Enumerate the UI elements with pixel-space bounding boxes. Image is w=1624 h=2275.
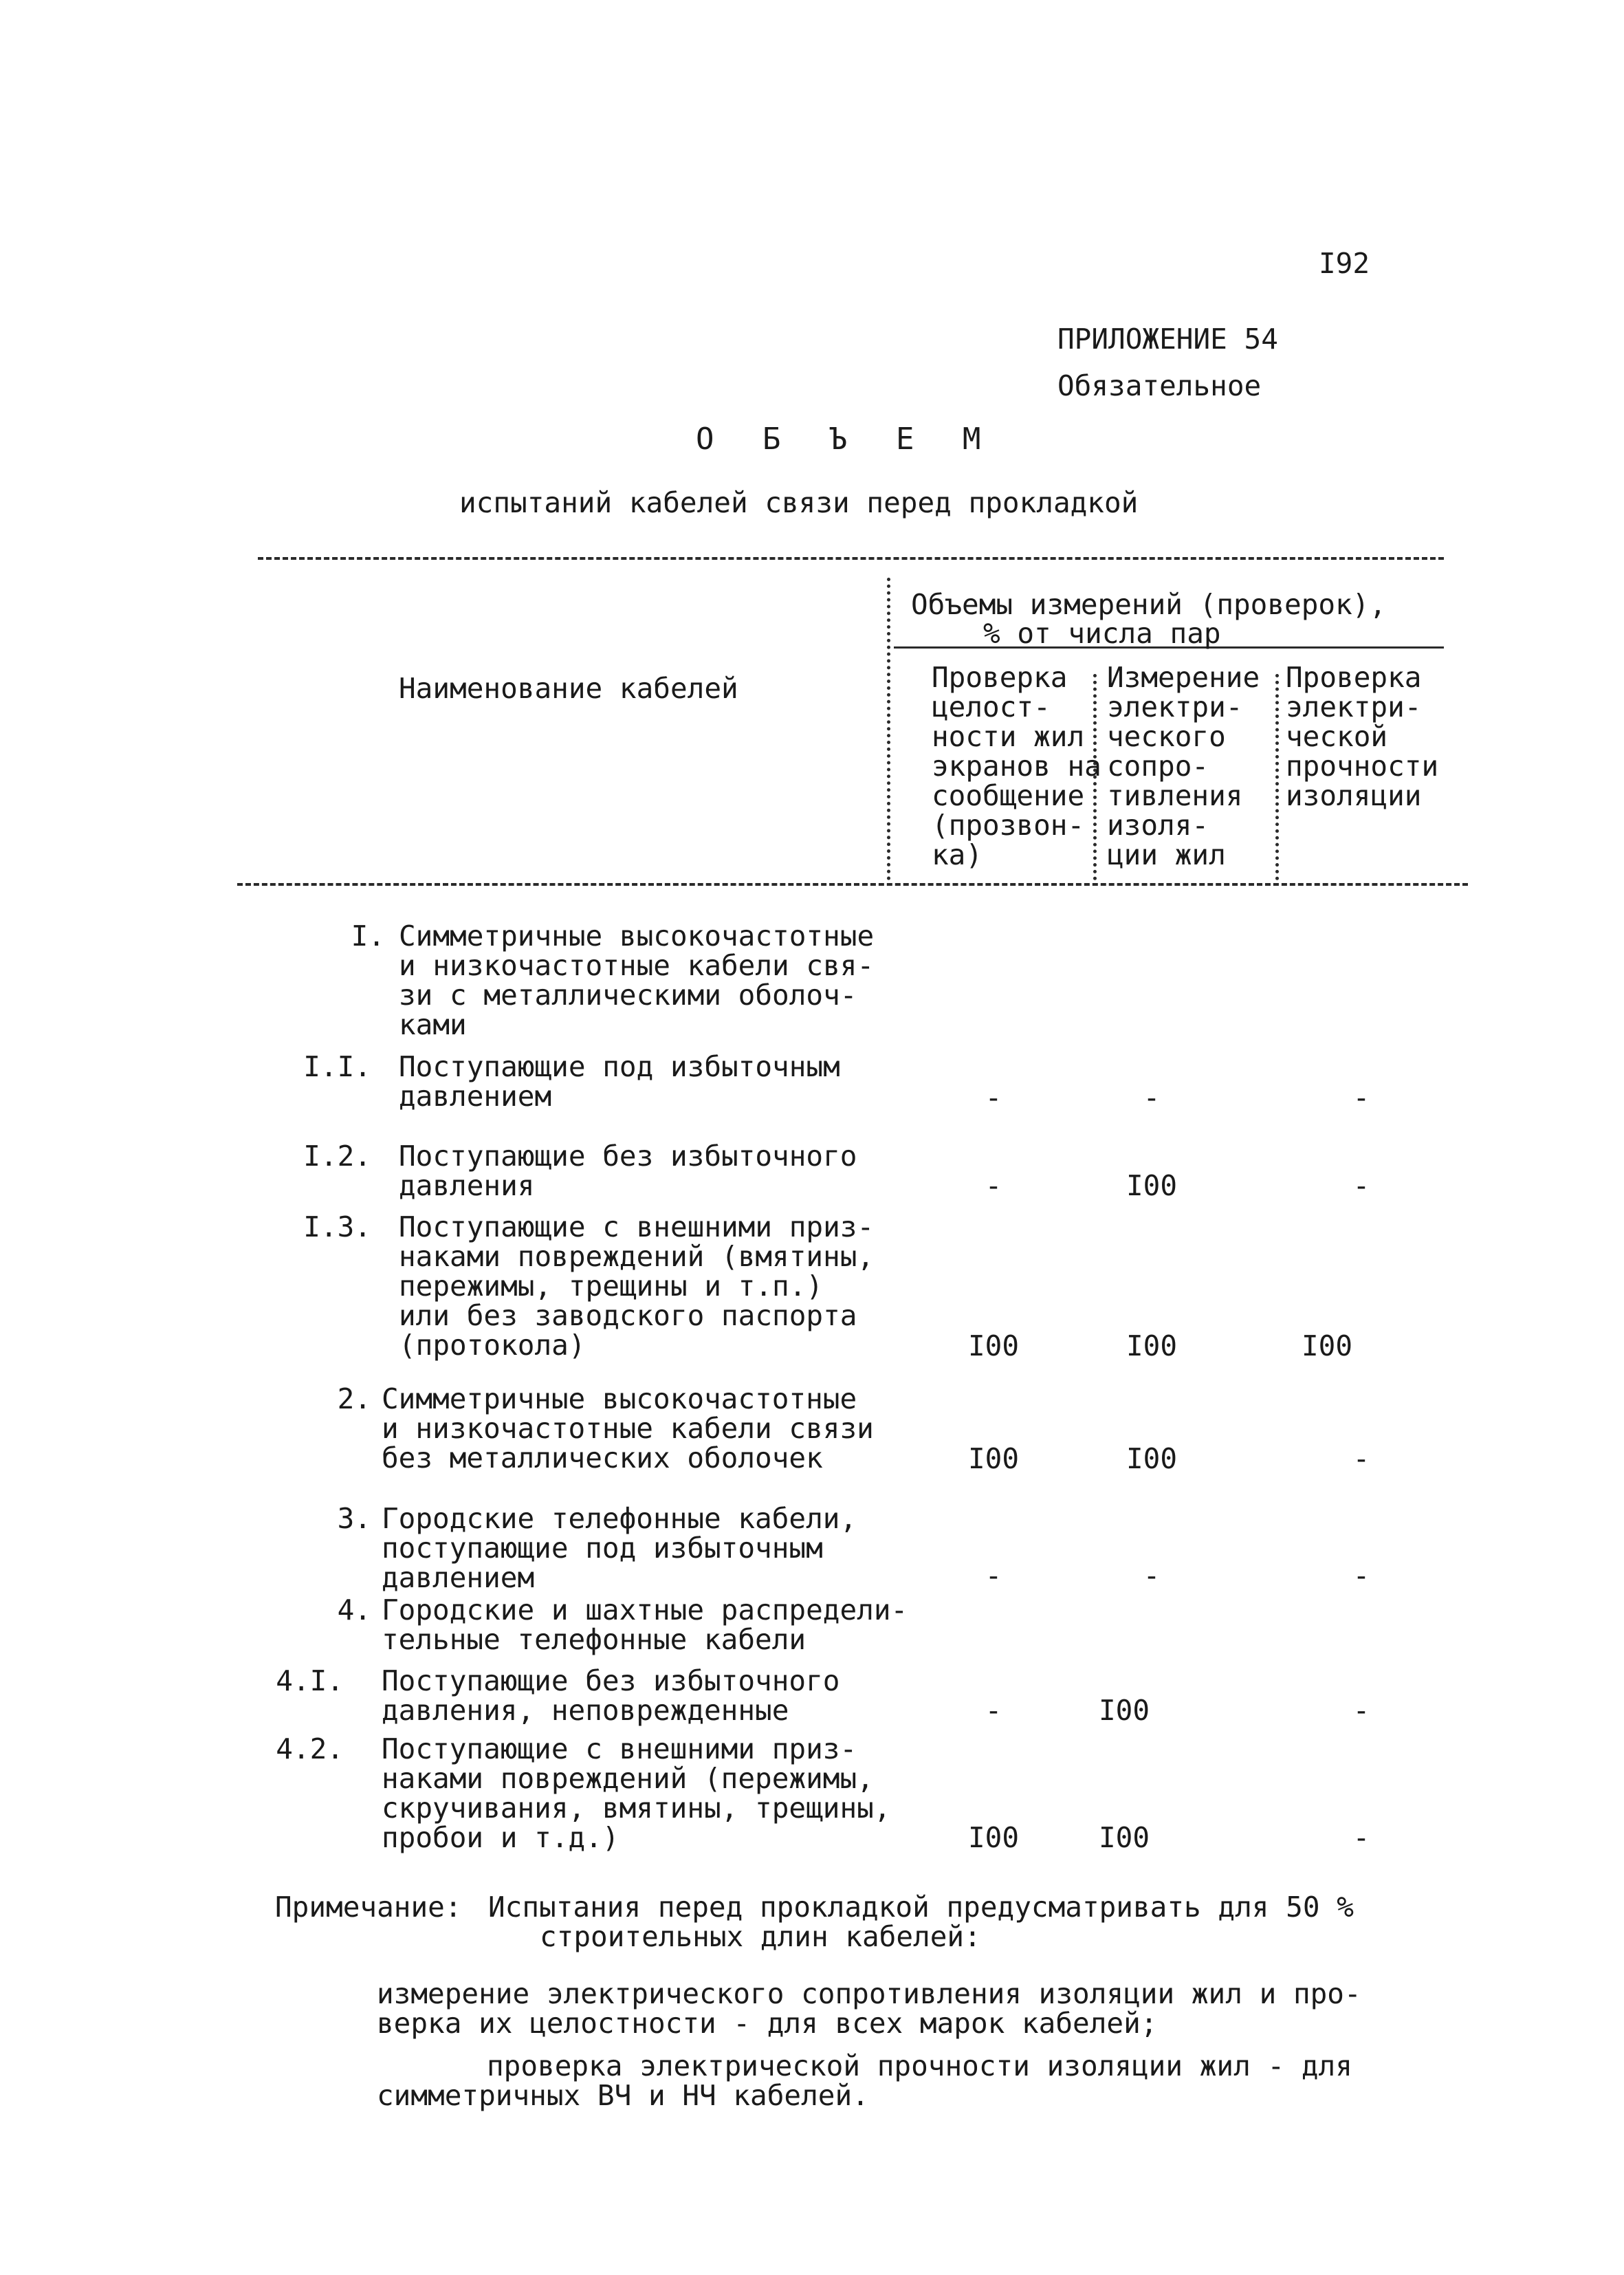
document-subtitle: испытаний кабелей связи перед прокладкой (459, 486, 1139, 519)
value-strength: I00 (1301, 1329, 1353, 1362)
page-number: I92 (1319, 247, 1370, 280)
value-resistance: I00 (1126, 1169, 1178, 1202)
row-number: 4. (337, 1593, 371, 1626)
appendix-label: ПРИЛОЖЕНИЕ 54 (1057, 323, 1278, 356)
value-continuity: I00 (967, 1442, 1020, 1475)
value-resistance: - (1143, 1559, 1161, 1592)
note-paragraph: симметричных ВЧ и НЧ кабелей. (377, 2079, 869, 2112)
table-header-bottom-rule (237, 883, 1468, 886)
row-number: 3. (337, 1502, 371, 1535)
row-number: I.3. (303, 1210, 371, 1243)
note-label: Примечание: (275, 1891, 462, 1924)
row-text: Симметричные высокочастотные и низкочастотные кабели свя- зи с металлическими оболоч- ками (399, 919, 875, 1041)
note-line: Испытания перед прокладкой предусматривать для 50 % (488, 1891, 1354, 1924)
note-paragraph: проверка электрической прочности изоляции жил - для (487, 2049, 1352, 2082)
row-number: I.I. (303, 1050, 371, 1083)
row-number: 4.I. (276, 1664, 344, 1697)
value-strength: - (1352, 1821, 1370, 1854)
column-header-resistance: Измерение электри- ческого сопро- тивления изоля- ции жил (1107, 661, 1260, 871)
value-resistance: I00 (1098, 1694, 1150, 1727)
row-text: Городские телефонные кабели, поступающие под избыточным давлением (382, 1502, 857, 1594)
row-text: Поступающие с внешними приз- наками повреждений (вмятины, пережимы, трещины и т.п.) или без заводского паспорта (протокола) (399, 1210, 875, 1362)
row-text: Поступающие с внешними приз- наками повреждений (пережимы, скручивания, вмятины, трещины, пробои и т.д.) (382, 1732, 891, 1854)
row-text: Симметричные высокочастотные и низкочастотные кабели связи без металлических оболочек (382, 1382, 874, 1474)
table-top-rule (258, 557, 1444, 560)
value-continuity: - (985, 1694, 1002, 1727)
row-number: 4.2. (276, 1732, 344, 1765)
column-separator (887, 578, 890, 880)
row-text: Поступающие без избыточного давления, неповрежденные (382, 1664, 840, 1727)
column-header-strength: Проверка электри- ческой прочности изоляции (1286, 661, 1439, 812)
value-continuity: I00 (967, 1329, 1020, 1362)
value-continuity: - (985, 1559, 1002, 1592)
value-strength: - (1352, 1694, 1370, 1727)
column-header-continuity: Проверка целост- ности жил экранов на сообщение (прозвон- ка) (932, 661, 1101, 871)
value-strength: - (1352, 1081, 1370, 1114)
column-group-subtitle: % от числа пар (983, 617, 1221, 650)
value-continuity: I00 (967, 1821, 1020, 1854)
note-line: строительных длин кабелей: (540, 1920, 981, 1953)
row-text: Поступающие без избыточного давления (399, 1140, 857, 1202)
value-strength: - (1352, 1169, 1370, 1202)
row-text: Поступающие под избыточным давлением (399, 1050, 840, 1113)
appendix-status: Обязательное (1057, 369, 1262, 402)
value-resistance: I00 (1126, 1329, 1178, 1362)
row-number: I.2. (303, 1140, 371, 1173)
column-group-title: Объемы измерений (проверок), (911, 588, 1387, 621)
value-resistance: - (1143, 1081, 1161, 1114)
column-header-name: Наименование кабелей (399, 672, 738, 705)
document-title: О Б Ъ Е М (696, 422, 996, 457)
value-continuity: - (985, 1081, 1002, 1114)
value-resistance: I00 (1126, 1442, 1178, 1475)
row-number: 2. (337, 1382, 371, 1415)
row-number: I. (351, 919, 385, 953)
value-continuity: - (985, 1169, 1002, 1202)
column-separator (1275, 674, 1279, 880)
value-strength: - (1352, 1442, 1370, 1475)
value-strength: - (1352, 1559, 1370, 1592)
value-resistance: I00 (1098, 1821, 1150, 1854)
row-text: Городские и шахтные распредели- тельные телефонные кабели (382, 1593, 908, 1656)
note-paragraph: измерение электрического сопротивления изоляции жил и про- верка их целостности - для всех марок кабелей; (377, 1977, 1361, 2040)
